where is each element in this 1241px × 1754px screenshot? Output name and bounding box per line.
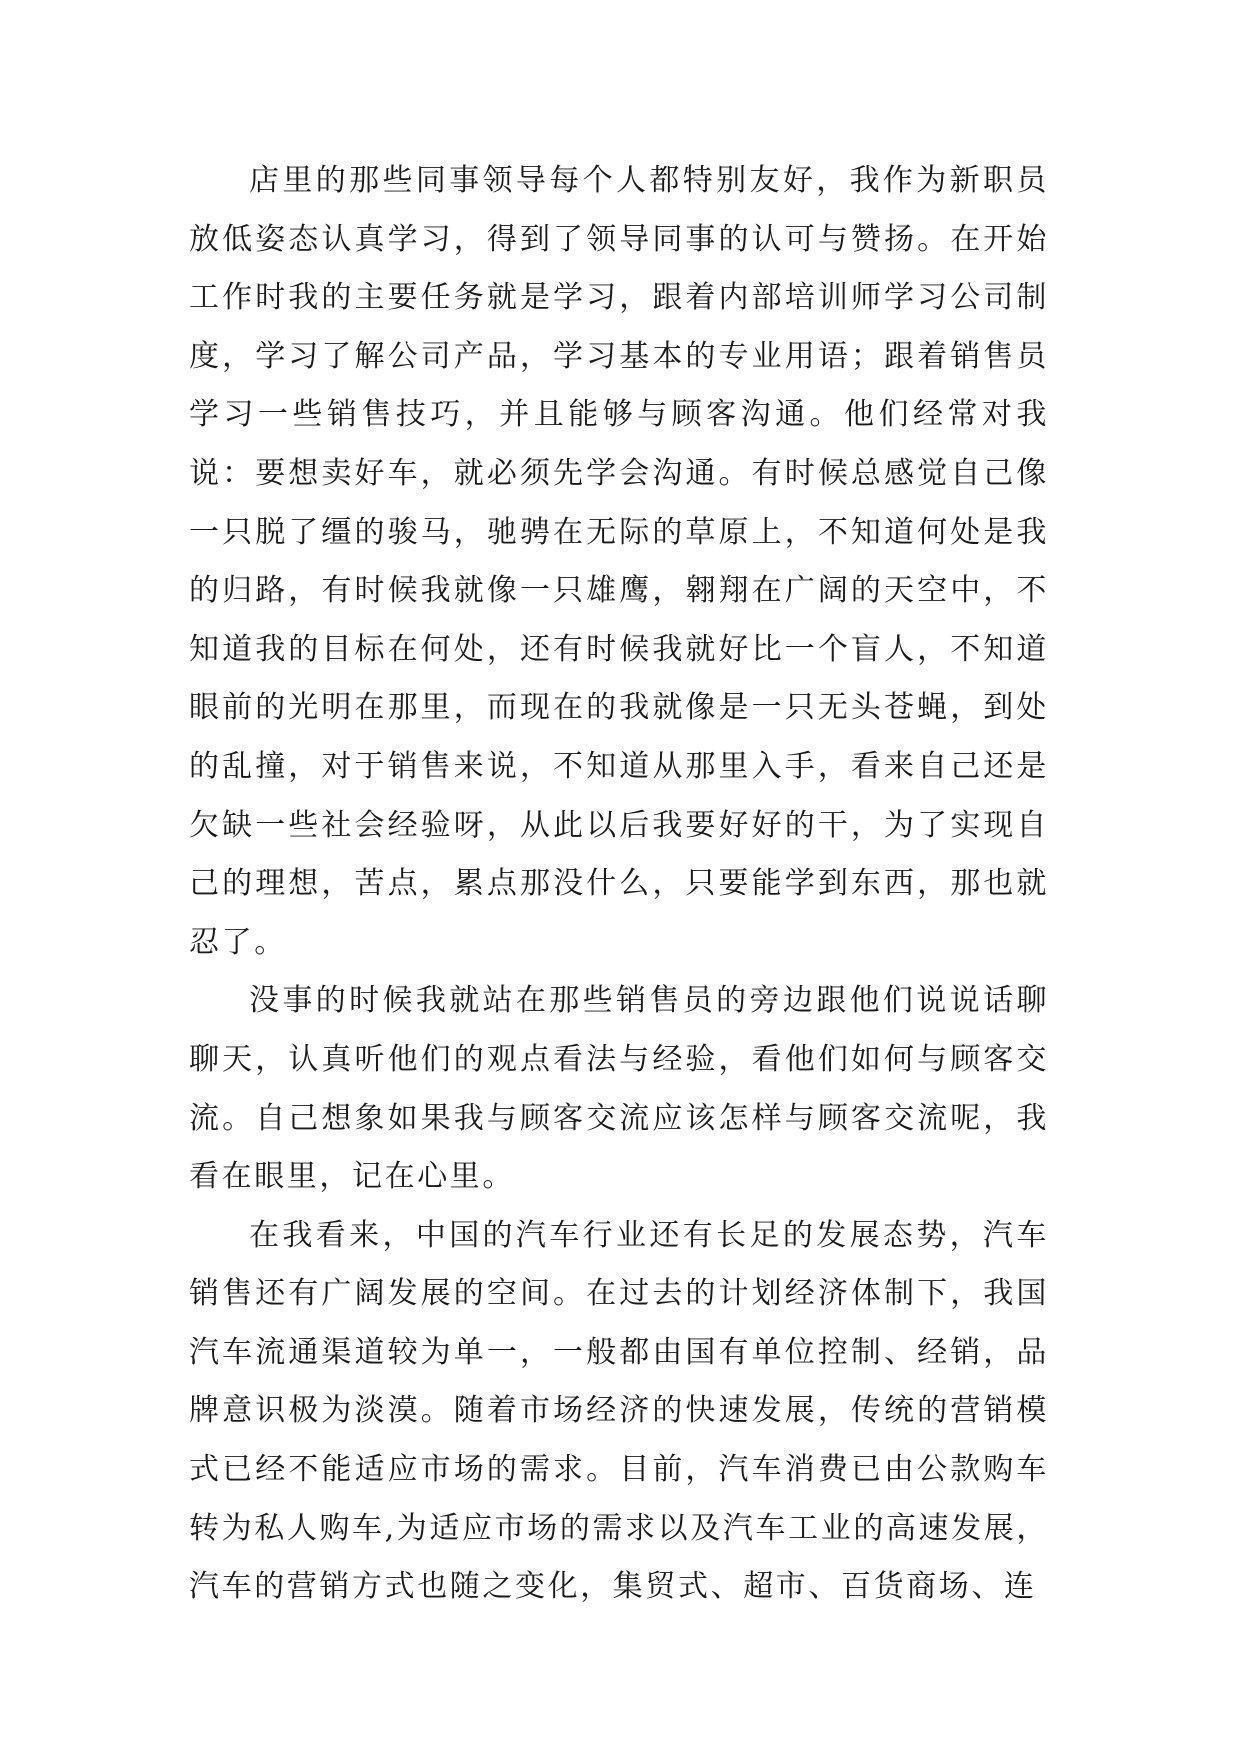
paragraph: 在我看来，中国的汽车行业还有长足的发展态势，汽车销售还有广阔发展的空间。在过去的计划经济体制下，我国汽车流通渠道较为单一，一般都由国有单位控制、经销，品牌意识极为淡漠。随着市场经济的快速发展，传统的营销模式已经不能适应市场的需求。目前，汽车消费已由公款购车转为私人购车,为适应市场的需求以及汽车工业的高速发展，汽车的营销方式也随之变化，集贸式、超市、百货商场、连 [189,1217,1049,1605]
paragraph: 没事的时候我就站在那些销售员的旁边跟他们说说话聊聊天，认真听他们的观点看法与经验，看他们如何与顾客交流。自己想象如果我与顾客交流应该怎样与顾客交流呢，我看在眼里，记在心里。 [189,983,1049,1195]
paragraph: 店里的那些同事领导每个人都特别友好，我作为新职员放低姿态认真学习，得到了领导同事的认可与赞扬。在开始工作时我的主要任务就是学习，跟着内部培训师学习公司制度，学习了解公司产品，学习基本的专业用语；跟着销售员学习一些销售技巧，并且能够与顾客沟通。他们经常对我说：要想卖好车，就必须先学会沟通。有时候总感觉自己像一只脱了缰的骏马，驰骋在无际的草原上，不知道何处是我的归路，有时候我就像一只雄鹰，翱翔在广阔的天空中，不知道我的目标在何处，还有时候我就好比一个盲人，不知道眼前的光明在那里，而现在的我就像是一只无头苍蝇，到处的乱撞，对于销售来说，不知道从那里入手，看来自己还是欠缺一些社会经验呀，从此以后我要好好的干，为了实现自己的理想，苦点，累点那没什么，只要能学到东西，那也就忍了。 [189,163,1049,960]
document-body [189,152,1049,1617]
